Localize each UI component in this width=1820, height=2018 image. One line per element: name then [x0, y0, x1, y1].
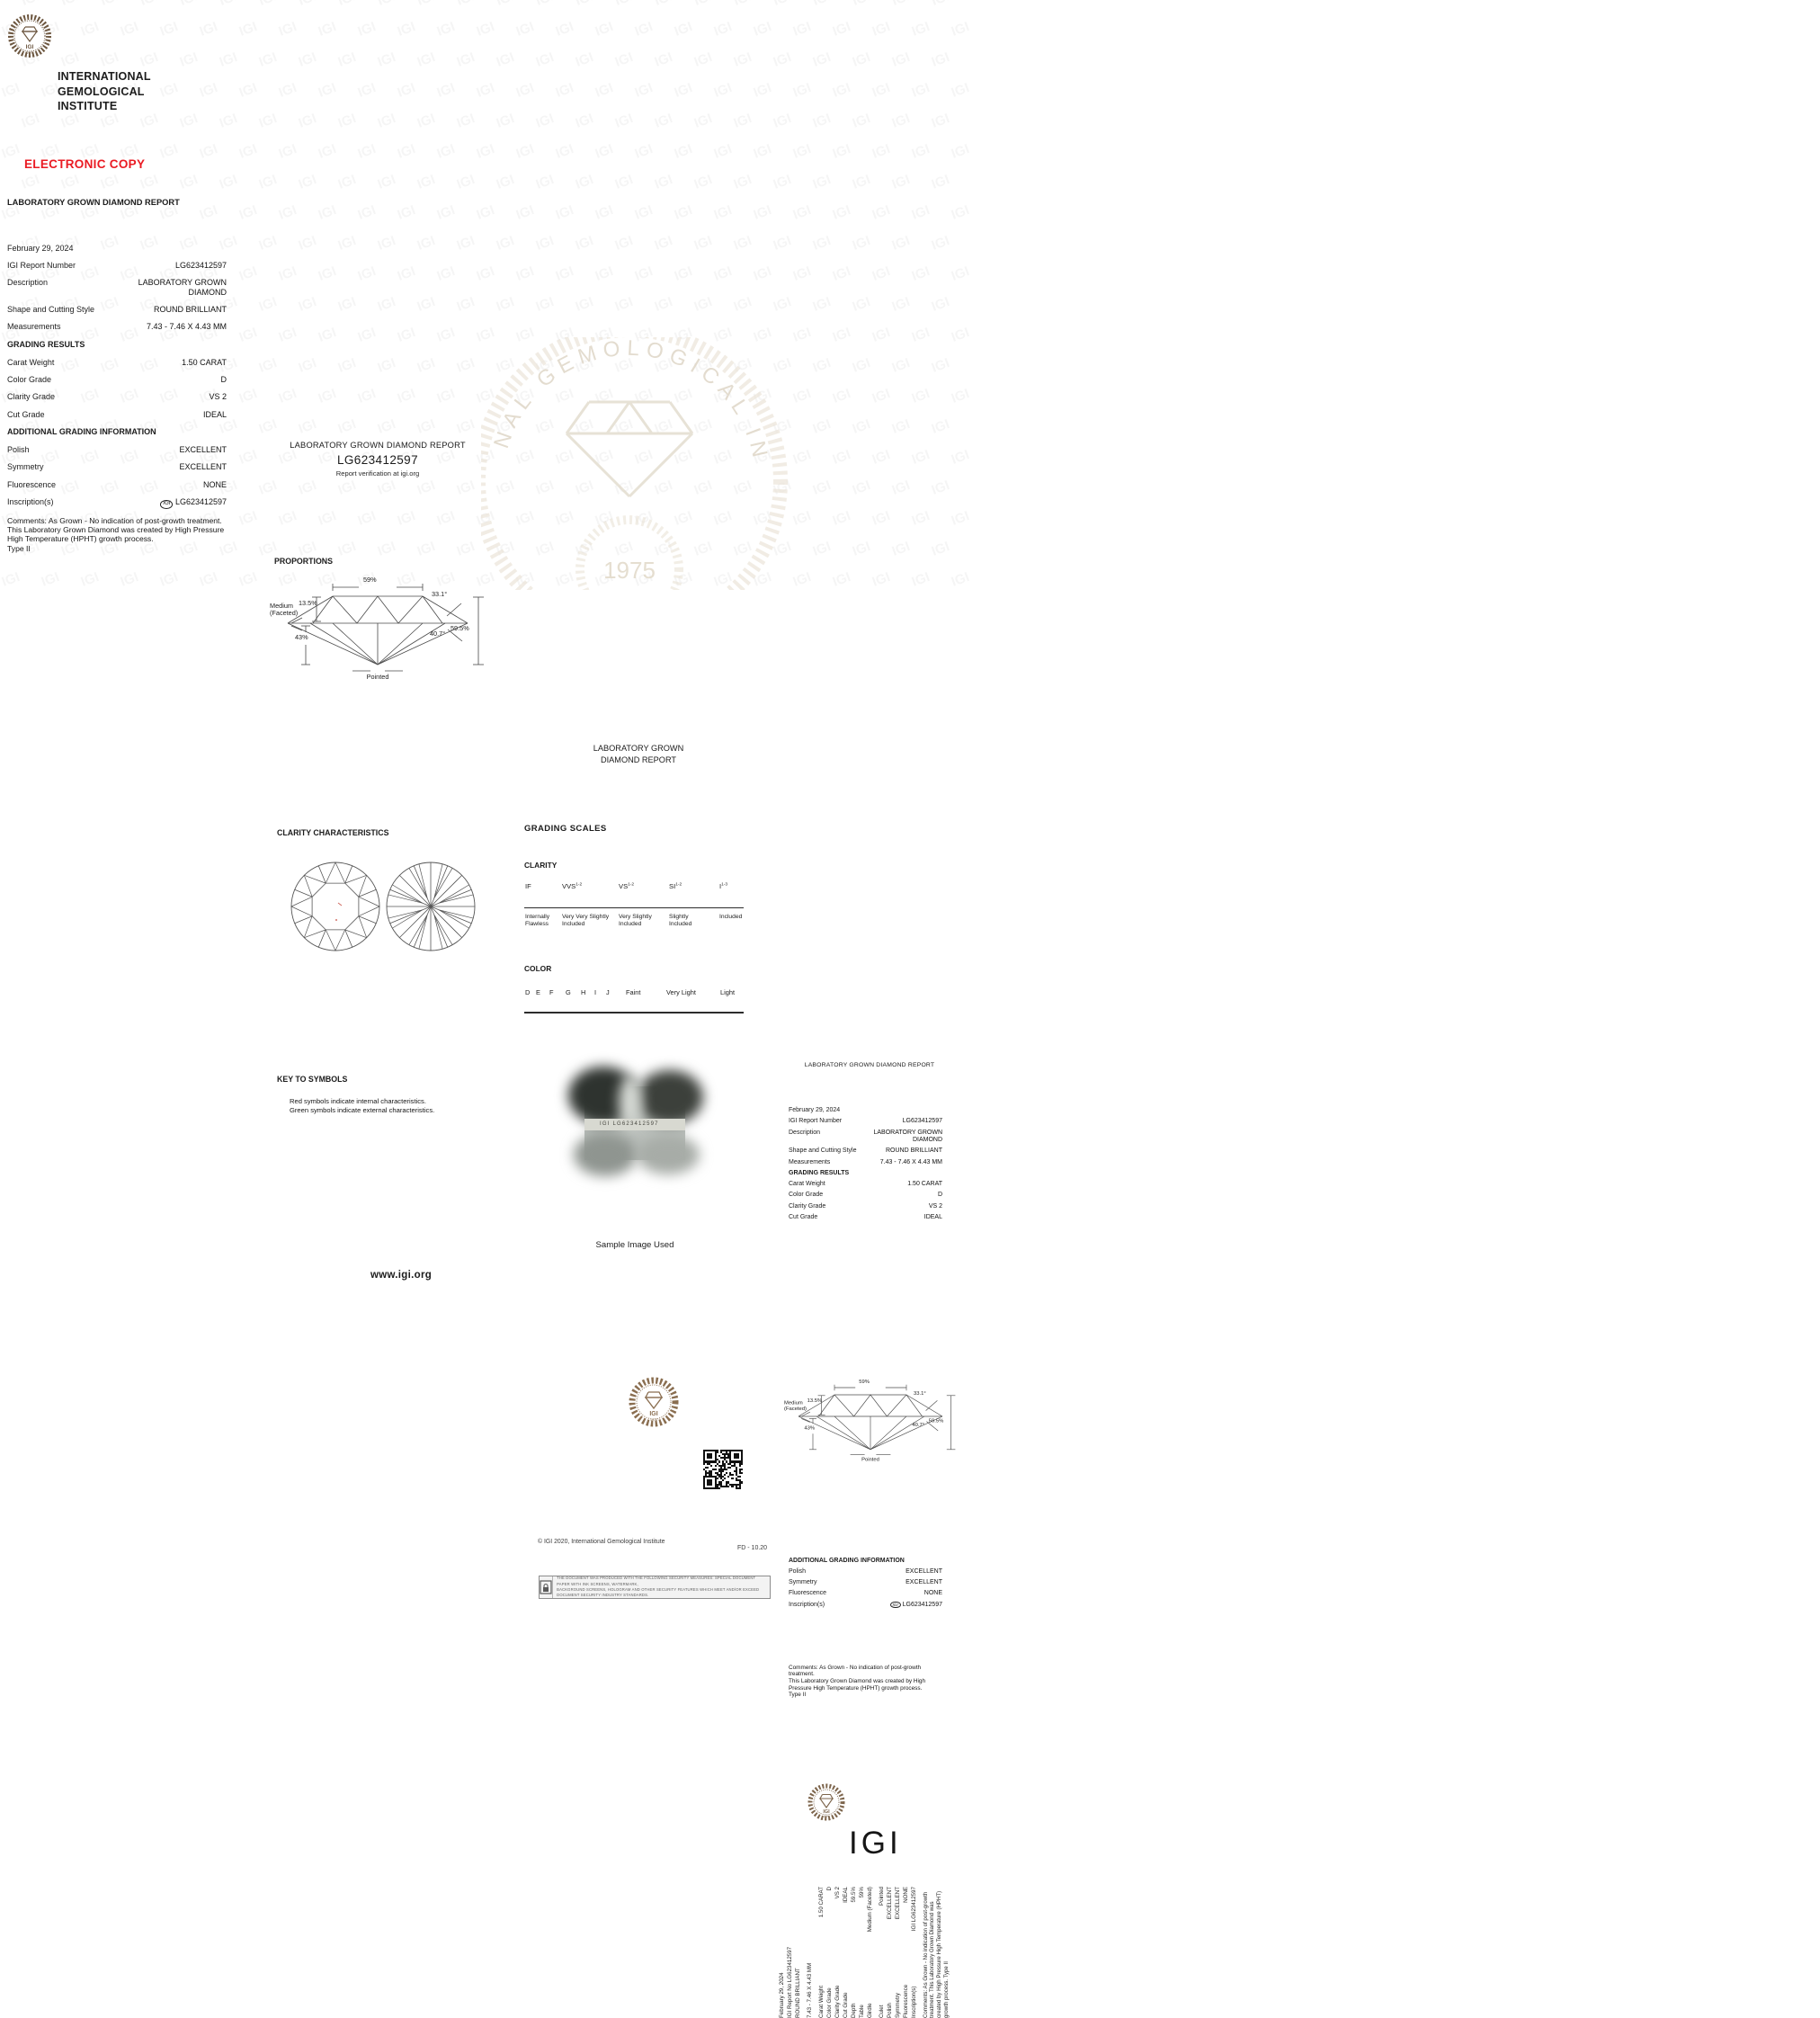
svg-text:1975: 1975: [26, 51, 33, 55]
svg-text:1975: 1975: [650, 1417, 657, 1422]
girdle-label: Medium (Faceted): [270, 601, 299, 617]
proportions-diagram: [270, 575, 486, 686]
color-scale-rule: [524, 1012, 744, 1013]
svg-text:1975: 1975: [603, 557, 656, 584]
verification-note: Report verification at igi.org: [335, 469, 420, 478]
panel4-additional-grading: ADDITIONAL GRADING INFORMATION Polish EXCELLENT Symmetry EXCELLENT Fluorescence NONE Inscription(s) IGI LG623412597: [789, 1557, 942, 1608]
igi-logo-seal-large: [807, 1781, 846, 1823]
secure-document-icon: [540, 1576, 553, 1598]
additional-grading-heading: ADDITIONAL GRADING INFORMATION: [7, 426, 156, 436]
symmetry-row: Symmetry EXCELLENT: [7, 462, 227, 472]
key-to-symbols-text: Red symbols indicate internal characteristics. Green symbols indicate external characteristics.: [290, 1096, 435, 1114]
panel4-comments: Comments: As Grown - No indication of post-growth treatment. This Laboratory Grown Diamond was created by High Pressure High Temperature (HPHT) growth process. Type II: [789, 1664, 926, 1699]
panel4-report-details: February 29, 2024 IGI Report Number LG623412597 Description LABORATORY GROWN DIAMOND Shape and Cutting Style ROUND BRILLIANT Measurements 7.43 - 7.46 X 4.43 MM GRADING RESULTS Carat Weight 1.50 CARAT Color Grade D Clarity Grade VS 2 Cut Grade IDEAL: [789, 1106, 942, 1221]
proportions-diagram-small: [784, 1380, 964, 1470]
color-scale-codes: D E F G H I J Faint Very Light Light: [525, 988, 736, 997]
comments-block: Comments: As Grown - No indication of post-growth treatment. This Laboratory Grown Diamond was created by High Pressure High Temperature (HPHT) growth process. Type II: [7, 516, 225, 553]
cut-row: Cut Grade IDEAL: [7, 409, 227, 419]
key-to-symbols-heading: KEY TO SYMBOLS: [277, 1074, 348, 1084]
diamond-inscription-photo: [584, 1086, 685, 1160]
clarity-plot-diagrams: [288, 859, 486, 958]
girdle-label: Medium (Faceted): [784, 1398, 807, 1412]
proportions-heading: PROPORTIONS: [274, 556, 334, 566]
clarity-characteristics-heading: CLARITY CHARACTERISTICS: [277, 827, 389, 837]
security-features-strip: [539, 1576, 771, 1599]
panel3-report-title: LABORATORY GROWN DIAMOND REPORT: [593, 744, 684, 764]
pavilion-depth-label: 43%: [804, 1424, 816, 1431]
svg-text:IGI: IGI: [823, 1809, 830, 1816]
security-strip-text: THE DOCUMENT WAS PRODUCED WITH THE FOLLOWING SECURITY MEASURES: SPECIAL DOCUMENT PAPER WITH INK SCREENS, WATERMARK, BACKGROUND SCREENS, HOLOGRAM AND OTHER SECURITY FEATURES WHICH MEET AND/OR EXCEED DOCUMENT SECURITY INDUSTRY STANDARDS.: [557, 1576, 760, 1598]
culet-label: Pointed: [366, 672, 389, 681]
carat-row: Carat Weight 1.50 CARAT: [7, 357, 227, 367]
grading-scales-heading: GRADING SCALES: [524, 824, 607, 835]
table-percent-label: 59%: [363, 575, 377, 584]
igi-seal-logo: [7, 12, 52, 60]
table-percent-label: 59%: [859, 1378, 870, 1385]
crown-angle-label: 33.1°: [914, 1389, 926, 1397]
measurements-row: Measurements 7.43 - 7.46 X 4.43 MM: [7, 322, 227, 332]
stub-comments: Comments: As Grown - No indication of post-growth treatment. This Laboratory Grown Diamond was created by High Pressure High Temperature (HPHT) growth process. Type II: [922, 1891, 950, 2018]
institute-name: INTERNATIONAL GEMOLOGICAL INSTITUTE: [58, 70, 151, 112]
svg-text:IGI: IGI: [649, 1410, 658, 1417]
svg-text:NAL GEMOLOGICAL IN: NAL GEMOLOGICAL IN: [489, 337, 773, 466]
report-number-row: IGI Report Number LG623412597: [7, 260, 227, 270]
clarity-scale-descriptions: Internally Flawless Very Very Slightly Included Very Slightly Included Slightly Included Included: [525, 914, 743, 928]
crown-angle-label: 33.1°: [432, 589, 448, 598]
clarity-scale-codes: IF VVS$^{1-2}$ VS$^{1-2}$ SI$^{1-2}$ $I^{1-3}$: [525, 882, 728, 891]
grading-results-heading: GRADING RESULTS: [7, 339, 85, 349]
igi-website-link[interactable]: www.igi.org: [370, 1270, 433, 1281]
clarity-scale-rule: [524, 907, 744, 908]
laser-inscription-band: IGI LG623412597: [584, 1119, 685, 1130]
detachable-stub-details: February 29, 2024 IGI Report No LG623412597 ROUND BRILLIANT 7.43 - 7.46 X 4.43 MM Carat Weight 1.50 CARAT Color Grade D Clarity Grade VS 2 Cut Grade IDEAL Depth 59.5% Table 59% Girdle Medium (Faceted) Culet Pointed Polish EXCELLENT Symmetry EXCELLENT Fluorescence NONE Inscription(s) IGI LG623412597 Comments: As Grown - No indication of post-growth treatment. This Laboratory Grown Diamond was created by High Pressure High Temperature (HPHT) growth process. Type II: [779, 1887, 950, 2018]
total-depth-label: 59.5%: [928, 1416, 944, 1424]
sample-image-caption: Sample Image Used: [595, 1239, 674, 1250]
fluorescence-row: Fluorescence NONE: [7, 479, 227, 489]
report-number-large: LG623412597: [337, 452, 418, 467]
electronic-copy-label: ELECTRONIC COPY: [24, 156, 146, 171]
panel4-report-title: LABORATORY GROWN DIAMOND REPORT: [804, 1061, 935, 1068]
copyright-text: © IGI 2020, International Gemological Institute: [538, 1538, 665, 1545]
center-report-header: LABORATORY GROWN DIAMOND REPORT LG623412597 Report verification at igi.org: [261, 441, 495, 478]
crown-height-label: 13.5%: [299, 598, 317, 607]
svg-text:1975: 1975: [823, 1815, 830, 1819]
crown-height-label: 13.5%: [807, 1397, 823, 1404]
report-date: February 29, 2024: [7, 243, 74, 253]
shape-row: Shape and Cutting Style ROUND BRILLIANT: [7, 305, 227, 315]
pavilion-angle-label: 40.7°: [912, 1421, 925, 1428]
description-row: Description LABORATORY GROWN DIAMOND: [7, 278, 227, 297]
color-scale-heading: COLOR: [524, 964, 552, 974]
svg-text:IGI: IGI: [25, 44, 34, 50]
crown-view-plot: [288, 859, 383, 954]
igi-wordmark: IGI: [849, 1826, 902, 1862]
inscription-row: Inscription(s) IGI LG623412597: [7, 497, 227, 509]
igi-seal-watermark: [481, 337, 805, 590]
color-row: Color Grade D: [7, 375, 227, 385]
igi-embossed-seal: [628, 1375, 680, 1429]
pavilion-depth-label: 43%: [295, 632, 308, 641]
report-details: [7, 244, 227, 553]
pavilion-angle-label: 40.7°: [430, 629, 446, 638]
clarity-row: Clarity Grade VS 2: [7, 392, 227, 402]
total-depth-label: 59.5%: [451, 623, 469, 632]
pavilion-view-plot: [383, 859, 478, 954]
culet-label: Pointed: [861, 1455, 879, 1462]
igi-inscription-mark: IGI: [160, 500, 173, 509]
report-title: LABORATORY GROWN DIAMOND REPORT: [7, 197, 180, 207]
form-code: FD - 10.20: [737, 1544, 768, 1551]
clarity-scale-heading: CLARITY: [524, 861, 558, 871]
polish-row: Polish EXCELLENT: [7, 444, 227, 454]
